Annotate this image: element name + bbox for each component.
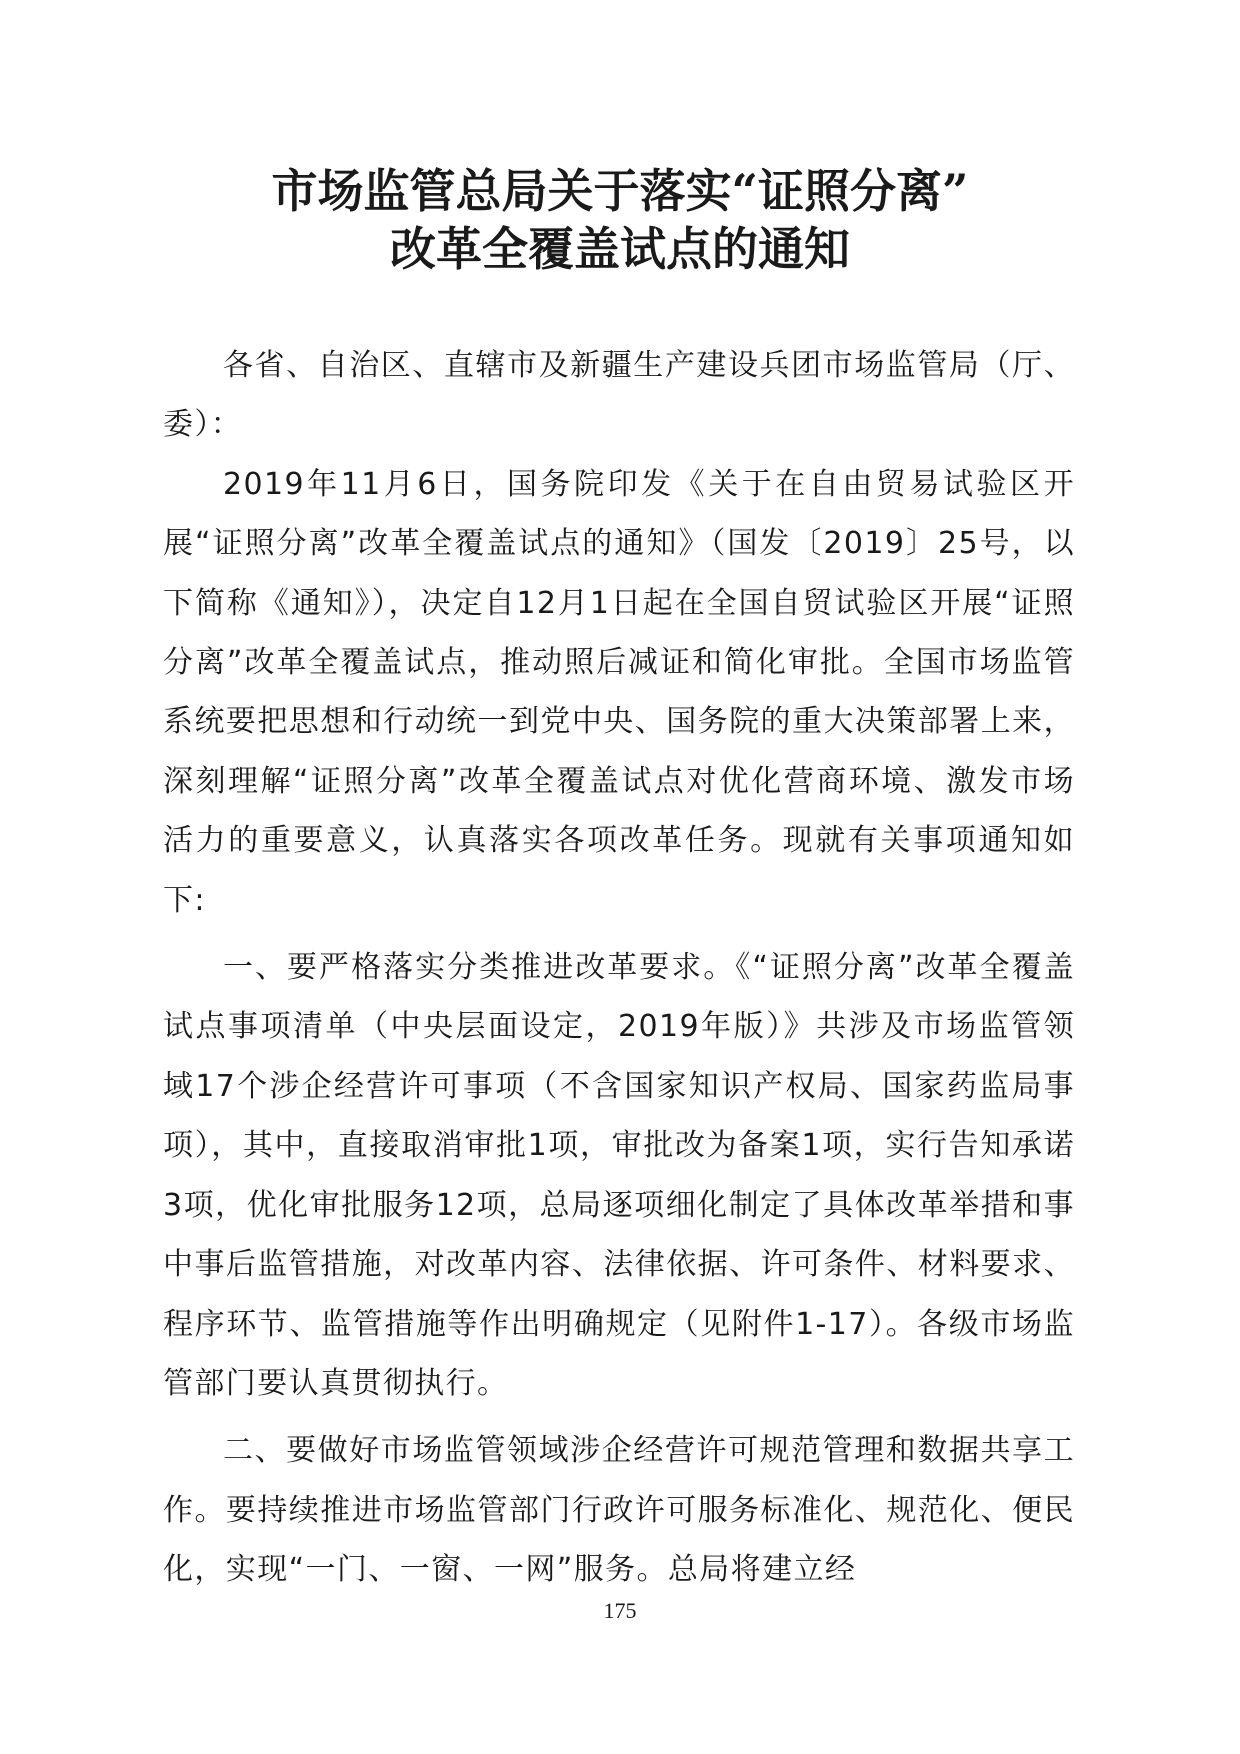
title-line-1: 市场监管总局关于落实“证照分离” <box>271 164 969 218</box>
document-body <box>163 336 1075 1600</box>
page-number: 175 <box>603 1598 637 1623</box>
title-line-2: 改革全覆盖试点的通知 <box>390 222 850 276</box>
paragraph-section-1: 一、要严格落实分类推进改革要求。《“证照分离”改革全覆盖试点事项清单（中央层面设定，2019年版）》共涉及市场监管领域17个涉企经营许可事项（不含国家知识产权局、国家药监局事项），其中，直接取消审批1项，审批改为备案1项，实行告知承诺3项，优化审批服务12项，总局逐项细化制定了具体改革举措和事中事后监管措施，对改革内容、法律依据、许可条件、材料要求、程序环节、监管措施等作出明确规定（见附件1-17）。各级市场监管部门要认真贯彻执行。 <box>163 950 1075 1401</box>
paragraph-section-2: 二、要做好市场监管领域涉企经营许可规范管理和数据共享工作。要持续推进市场监管部门行政许可服务标准化、规范化、便民化，实现“一门、一窗、一网”服务。总局将建立经 <box>163 1433 1075 1588</box>
document-title <box>150 162 1090 278</box>
paragraph-intro: 2019年11月6日，国务院印发《关于在自由贸易试验区开展“证照分离”改革全覆盖试点的通知》（国发〔2019〕25号，以下简称《通知》），决定自12月1日起在全国自贸试验区开展“证照分离”改革全覆盖试点，推动照后减证和简化审批。全国市场监管系统要把思想和行动统一到党中央、国务院的重大决策部署上来，深刻理解“证照分离”改革全覆盖试点对优化营商环境、激发市场活力的重要意义，认真落实各项改革任务。现就有关事项通知如下: <box>163 466 1075 918</box>
salutation: 各省、自治区、直辖市及新疆生产建设兵团市场监管局（厅、委）： <box>163 348 1075 443</box>
